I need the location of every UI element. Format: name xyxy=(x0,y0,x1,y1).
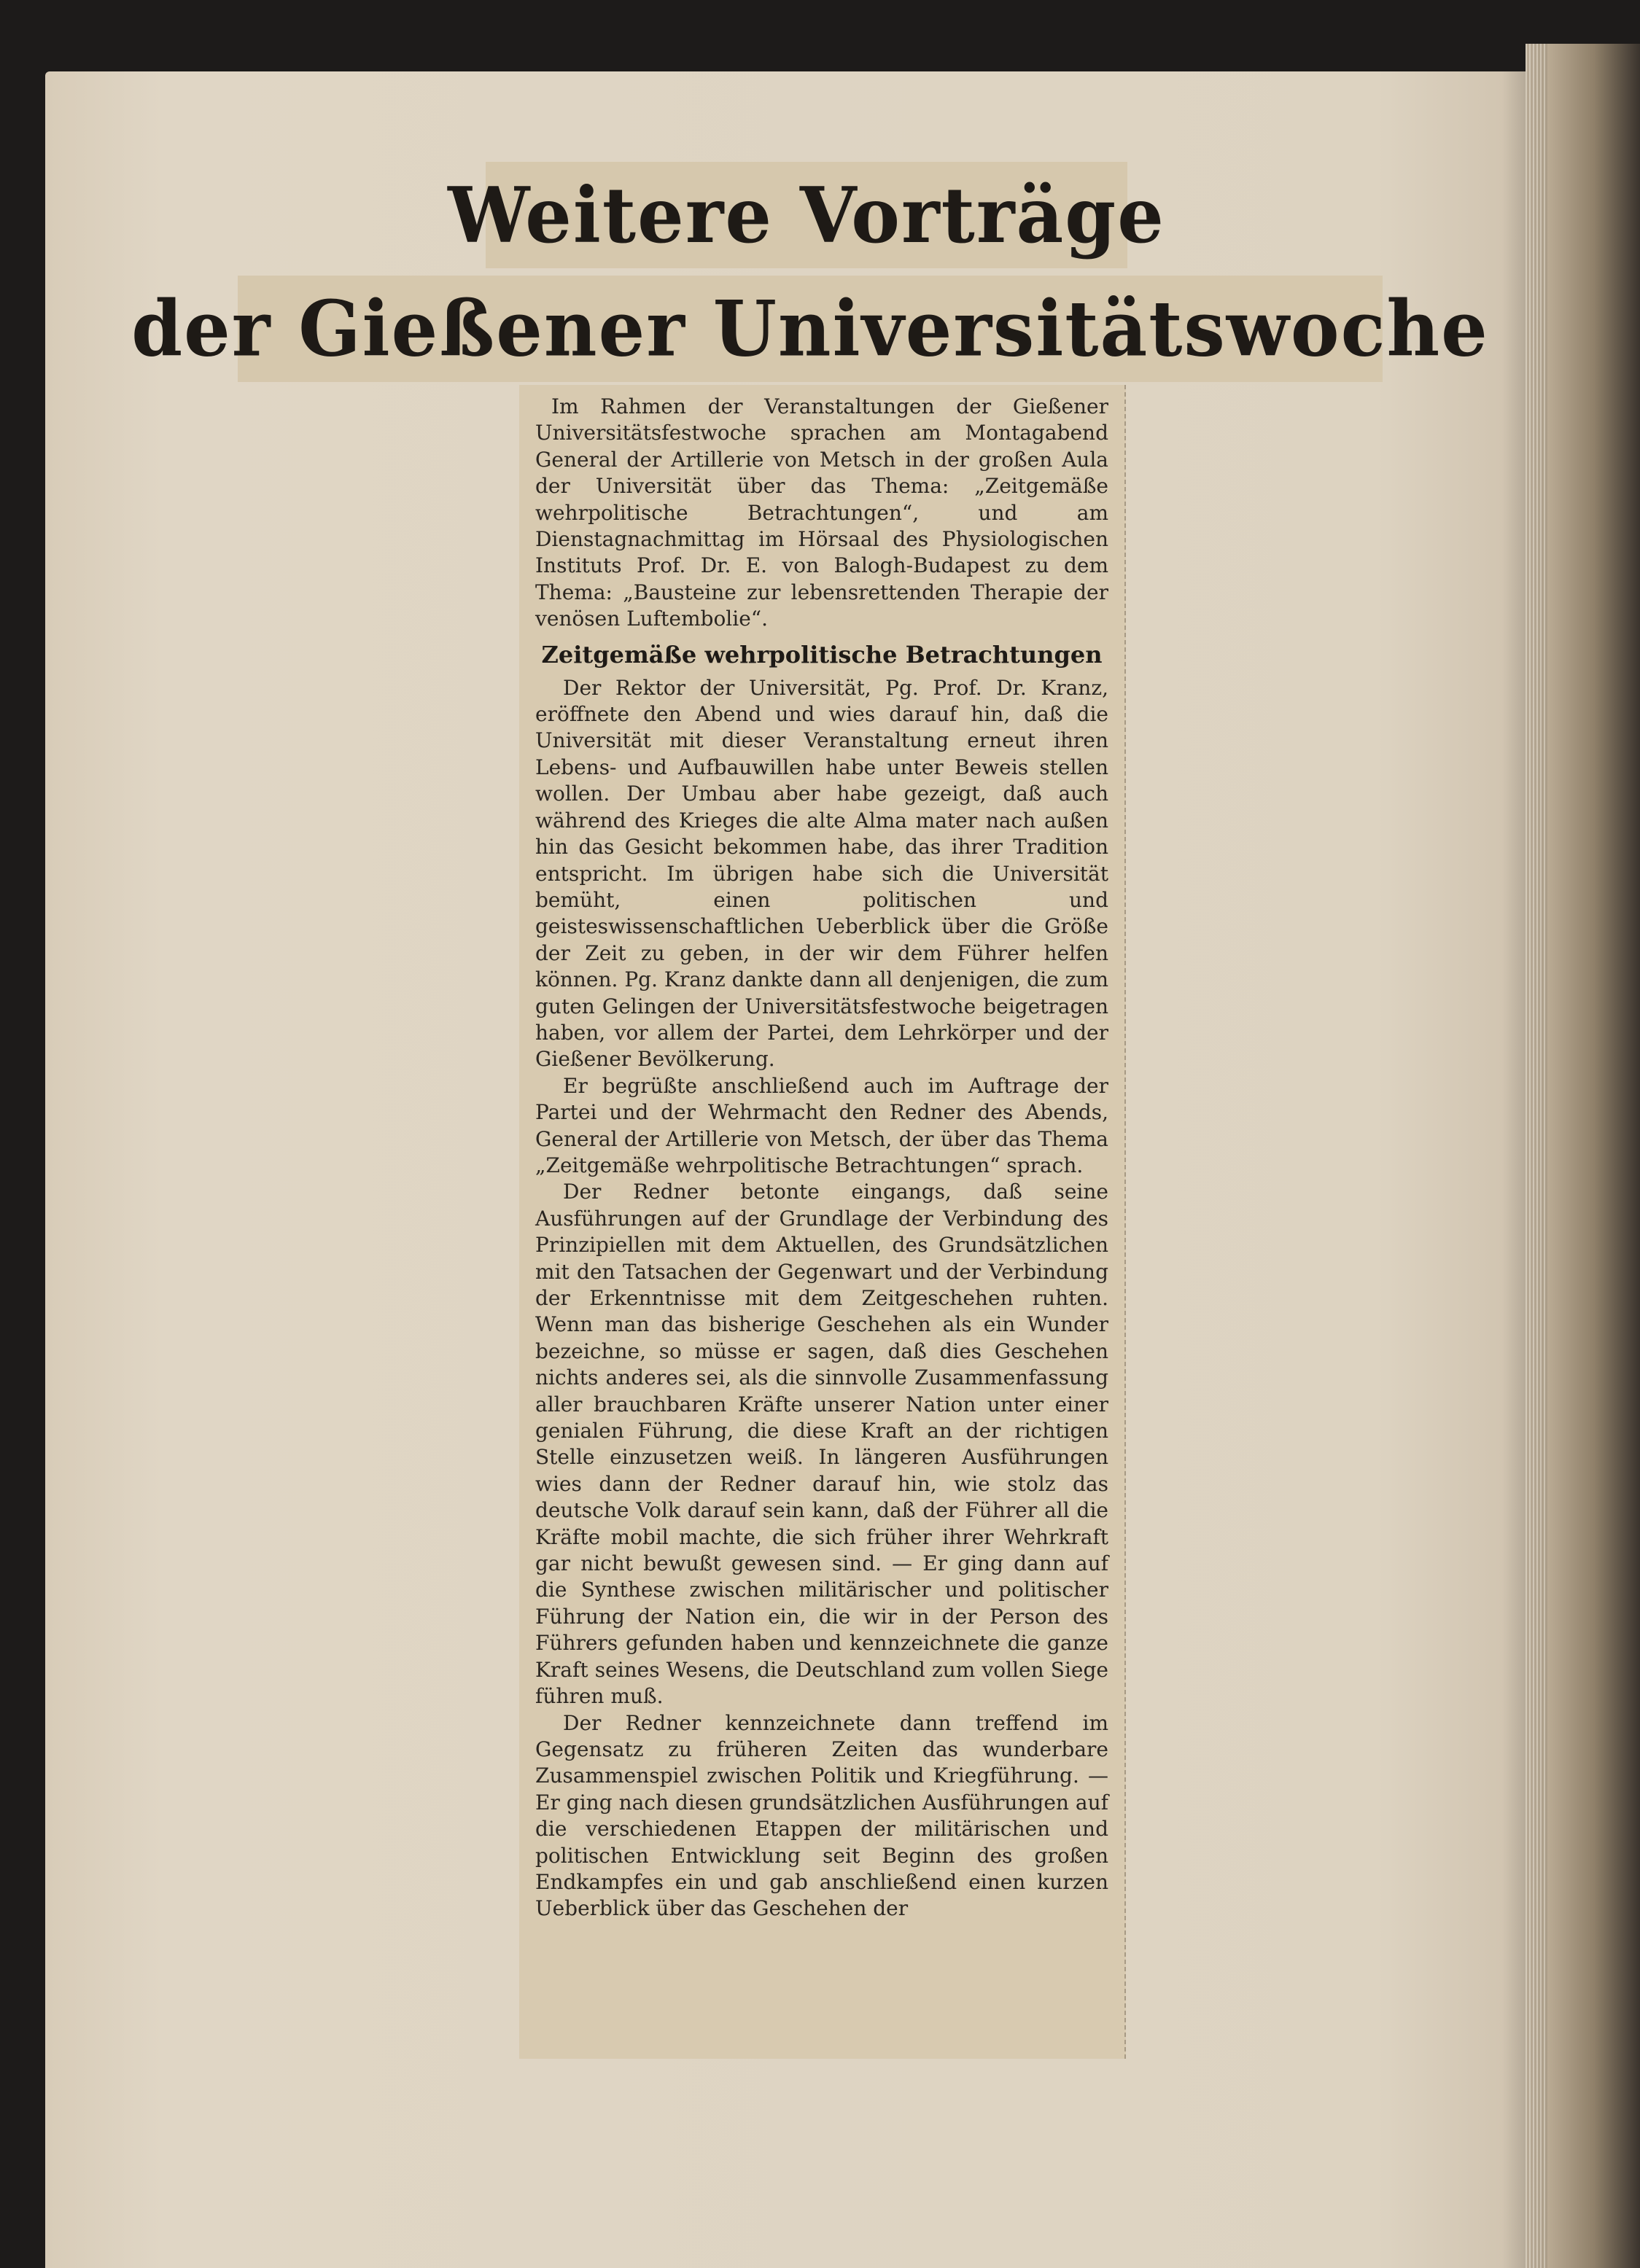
headline-clipping-1 xyxy=(448,162,1165,268)
article-body xyxy=(535,394,1108,1922)
headline-line-2: der Gießener Universitätswoche xyxy=(131,284,1489,374)
article-paragraph-2: Er begrüßte anschließend auch im Auftrage der Partei und der Wehrmacht den Redner des Abends, General der Artillerie von Metsch, der über das Thema „Zeitgemäße wehrpolitische Betrachtungen“ sprach. xyxy=(535,1073,1108,1177)
article-clipping xyxy=(519,385,1126,2059)
article-subhead: Zeitgemäße wehrpolitische Betrachtungen xyxy=(541,640,1103,669)
article-paragraph-4: Der Redner kennzeichnete dann treffend im Gegensatz zu früheren Zeiten das wunderbare Zusammenspiel zwischen Politik und Kriegführung. — Er ging nach diesen grundsätzlichen Ausführungen auf die verschiedenen Etappen der militärischen und politischen Entwicklung seit Beginn des großen Endkampfes ein und gab anschließend einen kurzen Ueberblick über das Geschehen der xyxy=(535,1710,1108,1921)
article-paragraph-1: Der Rektor der Universität, Pg. Prof. Dr. Kranz, eröffnete den Abend und wies darauf hin, daß die Universität mit dieser Veranstaltung erneut ihren Lebens- und Aufbauwillen habe unter Beweis stellen wollen. Der Umbau aber habe gezeigt, daß auch während des Krieges die alte Alma mater nach außen hin das Gesicht bekommen habe, das ihrer Tradition entspricht. Im übrigen habe sich die Universität bemüht, einen politischen und geisteswissenschaftlichen Ueberblick über die Größe der Zeit zu geben, in der wir dem Führer helfen können. Pg. Kranz dankte dann all denjenigen, die zum guten Gelingen der Universitätsfestwoche beigetragen haben, vor allem der Partei, dem Lehrkörper und der Gießener Bevölkerung. xyxy=(535,675,1108,1072)
headline-line-1: Weitere Vorträge xyxy=(448,170,1165,260)
page-stack-edge xyxy=(1526,44,1640,2268)
headline-clipping-2 xyxy=(131,276,1489,382)
article-intro: Im Rahmen der Veranstaltungen der Gießener Universitätsfestwoche sprachen am Montagabend General der Artillerie von Metsch in der großen Aula der Universität über das Thema: „Zeitgemäße wehrpolitische Betrachtungen“, und am Dienstagnachmittag im Hörsaal des Physiologischen Instituts Prof. Dr. E. von Balogh-Budapest zu dem Thema: „Bausteine zur lebensrettenden Therapie der venösen Luftembolie“. xyxy=(535,394,1108,631)
article-paragraph-3: Der Redner betonte eingangs, daß seine Ausführungen auf der Grundlage der Verbindung des Prinzipiellen mit dem Aktuellen, des Grundsätzlichen mit den Tatsachen der Gegenwart und der Verbindung der Erkenntnisse mit dem Zeitgeschehen ruhten. Wenn man das bisherige Geschehen als ein Wunder bezeichne, so müsse er sagen, daß dies Geschehen nichts anderes sei, als die sinnvolle Zusammenfassung aller brauchbaren Kräfte unserer Nation unter einer genialen Führung, die diese Kraft an der richtigen Stelle einzusetzen weiß. In längeren Ausführungen wies dann der Redner darauf hin, wie stolz das deutsche Volk darauf sein kann, daß der Führer all die Kräfte mobil machte, die sich früher ihrer Wehrkraft gar nicht bewußt gewesen sind. — Er ging dann auf die Synthese zwischen militärischer und politischer Führung der Nation ein, die wir in der Person des Führers gefunden haben und kennzeichnete die ganze Kraft seines Wesens, die Deutschland zum vollen Siege führen muß. xyxy=(535,1180,1108,1709)
page-fold-shadow xyxy=(1502,71,1526,2268)
